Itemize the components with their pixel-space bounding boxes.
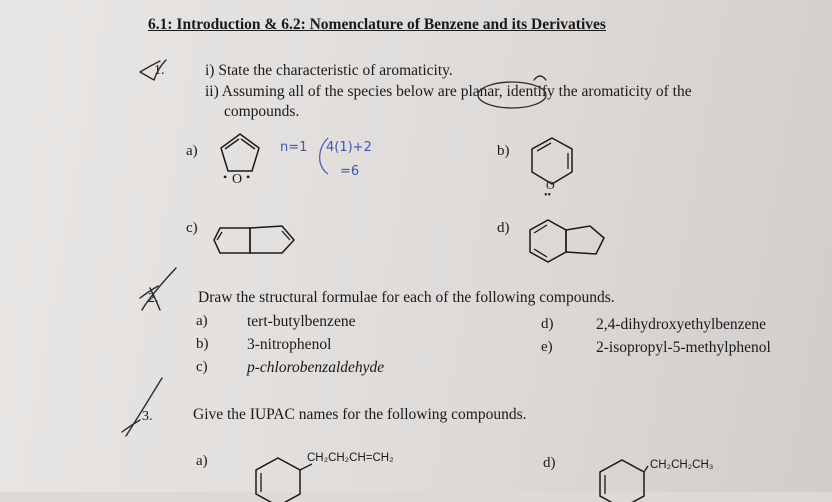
- q2-prompt: Draw the structural formulae for each of the following compounds.: [198, 289, 615, 306]
- q1-tick-mark: [140, 60, 166, 80]
- q1-part-i: i) State the characteristic of aromaticity.: [205, 62, 453, 79]
- q2-item-b-name: 3-nitrophenol: [247, 336, 332, 353]
- q2-item-d-name: 2,4-dihydroxyethylbenzene: [596, 316, 767, 333]
- q1-label-c: c): [186, 220, 198, 236]
- page-title: 6.1: Introduction & 6.2: Nomenclature of Benzene and its Derivatives: [148, 16, 606, 33]
- furan-lone-pair-left: •: [223, 170, 228, 184]
- q2-item-c-name: p-chlorobenzaldehyde: [247, 359, 385, 376]
- q2-item-a-name: tert-butylbenzene: [247, 313, 356, 330]
- furan-oxygen-label: O: [232, 172, 243, 187]
- pyrylium-lone-pair: ••: [544, 190, 552, 201]
- q2-tick-mark: [140, 268, 176, 310]
- q2-item-e-name: 2-isopropyl-5-methylphenol: [596, 339, 771, 356]
- q2-item-e-label: e): [541, 339, 553, 355]
- q2-item-a-label: a): [196, 313, 208, 329]
- q2-number: 2.: [148, 291, 159, 306]
- q2-item-b-label: b): [196, 336, 209, 352]
- furan-lone-pair-right: •: [246, 170, 251, 184]
- q2-item-c-label: c): [196, 359, 208, 375]
- q3-label-a: a): [196, 453, 208, 469]
- pyrylium-oxygen-label: O: [546, 178, 555, 192]
- q3-number: 3.: [142, 409, 153, 424]
- q3-prompt: Give the IUPAC names for the following compounds.: [193, 406, 527, 423]
- q3-d-substituent: CH₂CH₂CH₃: [650, 459, 714, 471]
- q2-item-d-label: d): [541, 316, 554, 332]
- pentalene-structure: [212, 218, 302, 258]
- q1-label-b: b): [497, 143, 510, 159]
- q1-part-ii-line1: ii) Assuming all of the species below are planar, identify the aromaticity of the: [205, 83, 692, 100]
- q1-part-ii-line2: compounds.: [224, 103, 300, 120]
- handwritten-bracket: [316, 136, 332, 176]
- q3-label-d: d): [543, 455, 556, 471]
- svg-text:1.: 1.: [154, 63, 165, 78]
- q1-label-a: a): [186, 143, 198, 159]
- q3-a-substituent: CH₂CH₂CH=CH₂: [307, 452, 394, 464]
- handwritten-formula-note: 4(1)+2: [326, 140, 372, 155]
- q1-label-d: d): [497, 220, 510, 236]
- q3-tick-mark: [122, 378, 162, 436]
- indene-structure: [526, 212, 616, 272]
- handwritten-n-note: n=1: [280, 140, 308, 155]
- handwritten-result-note: =6: [340, 164, 360, 179]
